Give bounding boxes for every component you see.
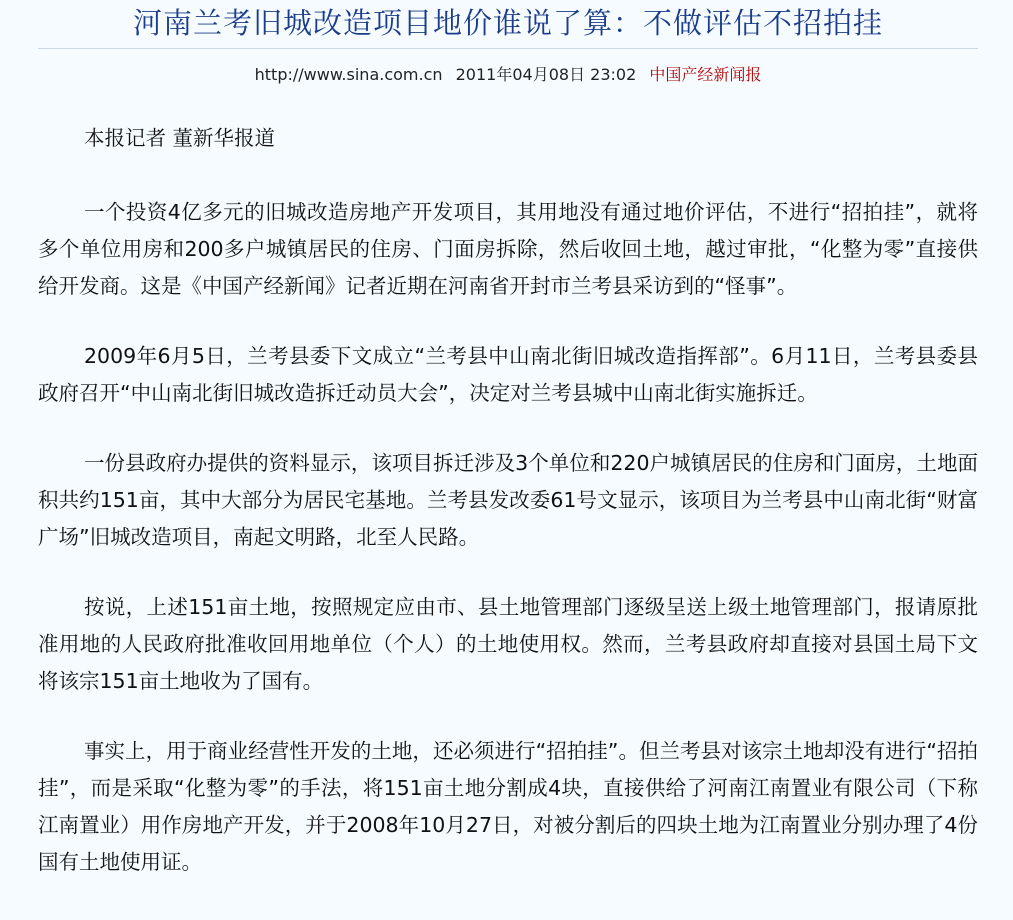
article-title: 河南兰考旧城改造项目地价谁说了算：不做评估不招拍挂 <box>132 6 883 40</box>
article <box>38 0 978 914</box>
source-url-link[interactable]: http://www.sina.com.cn <box>254 65 443 84</box>
paragraph: 按说，上述151亩土地，按照规定应由市、县土地管理部门逐级呈送上级土地管理部门，报请原批准用地的人民政府批准收回用地单位（个人）的土地使用权。然而，兰考县政府却直接对县国土局下文将该宗151亩土地收为了国有。 <box>38 595 978 693</box>
paragraph: 2009年6月5日，兰考县委下文成立“兰考县中山南北街旧城改造指挥部”。6月11日，兰考县委县政府召开“中山南北街旧城改造拆迁动员大会”，决定对兰考县城中山南北街实施拆迁。 <box>38 344 978 405</box>
paragraph: 一份县政府办提供的资料显示，该项目拆迁涉及3个单位和220户城镇居民的住房和门面房，土地面积共约151亩，其中大部分为居民宅基地。兰考县发改委61号文显示，该项目为兰考县中山南北街“财富广场”旧城改造项目，南起文明路，北至人民路。 <box>38 451 978 549</box>
paragraph: 一个投资4亿多元的旧城改造房地产开发项目，其用地没有通过地价评估，不进行“招拍挂”，就将多个单位用房和200多户城镇居民的住房、门面房拆除，然后收回土地，越过审批，“化整为零”直接供给开发商。这是《中国产经新闻》记者近期在河南省开封市兰考县采访到的“怪事”。 <box>38 200 978 298</box>
paragraph: 事实上，用于商业经营性开发的土地，还必须进行“招拍挂”。但兰考县对该宗土地却没有进行“招拍挂”，而是采取“化整为零”的手法，将151亩土地分割成4块，直接供给了河南江南置业有限公司（下称江南置业）用作房地产开发，并于2008年10月27日，对被分割后的四块土地为江南置业分别办理了4份国有土地使用证。 <box>38 739 978 874</box>
title-divider <box>38 48 978 49</box>
publish-datetime: 2011年04月08日 23:02 <box>455 65 637 84</box>
byline: 本报记者 董新华报道 <box>84 126 276 150</box>
source-name-link[interactable]: 中国产经新闻报 <box>649 65 762 84</box>
article-meta <box>38 64 978 86</box>
article-body <box>38 120 978 881</box>
